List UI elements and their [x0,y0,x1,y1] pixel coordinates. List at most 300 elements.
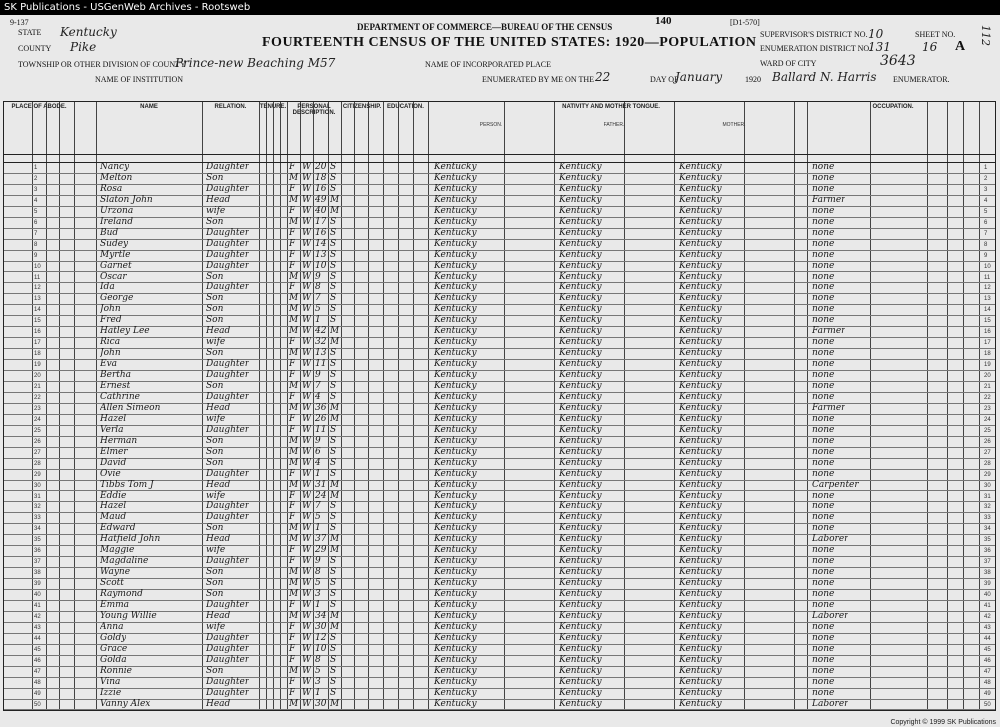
relation: Head [206,326,231,337]
sex: F [289,227,296,238]
relation: Daughter [206,501,250,512]
relation: Son [206,457,224,468]
birthplace: Kentucky [434,227,477,238]
marital-status: M [330,545,340,556]
age: 37 [315,534,327,545]
relation: Son [206,665,224,676]
race: W [302,413,312,424]
line-number-right: 1 [984,165,988,171]
marital-status: S [330,249,337,260]
line-number: 20 [34,373,41,380]
race: W [302,381,312,391]
occupation: none [812,468,835,479]
line-number: 21 [34,384,41,390]
marital-status: M [330,194,340,205]
line-number: 16 [34,329,41,336]
race: W [302,359,312,370]
table-row [4,327,995,338]
line-number: 7 [34,230,38,237]
occupation: none [812,523,835,534]
enumeration-label: ENUMERATION DISTRICT NO. [760,44,872,53]
father-birthplace: Kentucky [559,468,602,479]
window-title: SK Publications - USGenWeb Archives - Rootsweb [4,2,251,13]
mother-birthplace: Kentucky [679,282,722,293]
occupation: none [812,457,835,468]
father-birthplace: Kentucky [559,304,602,315]
occupation: none [812,654,835,665]
line-number-right: 50 [984,701,991,708]
father-birthplace: Kentucky [559,370,602,381]
mother-birthplace: Kentucky [679,402,722,413]
mother-birthplace: Kentucky [679,391,722,402]
line-number-right: 7 [984,230,988,237]
line-number: 34 [34,526,41,533]
father-birthplace: Kentucky [559,446,602,457]
age: 5 [315,665,321,676]
father-birthplace: Kentucky [559,654,602,665]
person-name: Rosa [100,183,123,194]
relation: Daughter [206,654,250,665]
occupation: none [812,315,835,326]
age: 11 [315,424,327,435]
person-name: Golda [100,654,127,665]
person-name: Edward [100,523,136,534]
occupation: Carpenter [812,479,859,490]
occupation: none [812,501,835,512]
age: 6 [315,446,321,457]
line-number-right: 16 [984,329,991,336]
table-row [4,404,995,415]
sheet-label: SHEET NO. [915,30,956,39]
age: 5 [315,304,321,315]
line-number: 33 [34,515,41,522]
age: 36 [315,402,327,413]
relation: Daughter [206,687,250,698]
line-number-right: 8 [984,241,988,248]
occupation: none [812,227,835,238]
father-birthplace: Kentucky [559,435,602,446]
birthplace: Kentucky [434,391,477,402]
mother-birthplace: Kentucky [679,183,722,194]
father-birthplace: Kentucky [559,600,602,610]
birthplace: Kentucky [434,556,477,567]
birthplace: Kentucky [434,468,477,479]
table-row [4,678,995,689]
birthplace: Kentucky [434,271,477,282]
race: W [302,183,312,194]
person-name: Ronnie [100,665,132,676]
race: W [302,227,312,238]
birthplace: Kentucky [434,402,477,413]
mother-birthplace: Kentucky [679,446,722,457]
mother-birthplace: Kentucky [679,468,722,479]
marital-status: M [330,326,340,337]
age: 17 [315,216,327,227]
table-row [4,360,995,371]
sex: F [289,370,296,381]
race: W [302,348,312,359]
relation: Daughter [206,249,250,260]
sex: F [289,676,296,687]
marital-status: S [330,172,337,183]
age: 8 [315,567,321,578]
birthplace: Kentucky [434,370,477,381]
sex: F [289,183,296,194]
race: W [302,545,312,556]
occupation: none [812,381,835,391]
table-row [4,492,995,503]
relation: Daughter [206,183,250,194]
occupation: none [812,424,835,435]
marital-status: S [330,556,337,567]
age: 1 [315,523,321,534]
marital-status: S [330,391,337,402]
father-birthplace: Kentucky [559,479,602,490]
relation: Daughter [206,600,250,610]
occupation: Farmer [812,194,846,205]
line-number-right: 12 [984,285,991,292]
person-name: Goldy [100,632,127,643]
marital-status: S [330,260,337,271]
line-number-right: 40 [984,592,991,599]
race: W [302,271,312,282]
line-number-right: 31 [984,493,991,500]
age: 7 [315,381,321,391]
mother-birthplace: Kentucky [679,260,722,271]
marital-status: S [330,446,337,457]
sex: M [289,479,299,490]
line-number-right: 9 [984,252,988,259]
line-number-right: 19 [984,362,991,369]
person-name: Raymond [100,589,143,600]
mother-birthplace: Kentucky [679,534,722,545]
group-citizenship: CITIZENSHIP. [342,104,382,110]
mother-birthplace: Kentucky [679,359,722,370]
county-value: Pike [70,40,97,54]
race: W [302,512,312,523]
marital-status: S [330,424,337,435]
age: 3 [315,676,321,687]
table-row [4,700,995,711]
father-birthplace: Kentucky [559,315,602,326]
father-birthplace: Kentucky [559,391,602,402]
state-value: Kentucky [60,25,117,39]
father-birthplace: Kentucky [559,402,602,413]
marital-status: S [330,162,337,172]
father-birthplace: Kentucky [559,490,602,501]
sex: M [289,578,299,589]
relation: Daughter [206,643,250,654]
table-row [4,283,995,294]
race: W [302,600,312,610]
institution-label: NAME OF INSTITUTION [95,75,183,84]
mother-birthplace: Kentucky [679,205,722,216]
line-number: 50 [34,701,41,708]
age: 9 [315,556,321,567]
line-number-right: 37 [984,559,991,566]
census-table [3,101,996,711]
person-name: Herman [100,435,138,446]
father-birthplace: Kentucky [559,643,602,654]
marital-status: M [330,490,340,501]
birthplace: Kentucky [434,643,477,654]
line-number-right: 43 [984,624,991,631]
sex: F [289,391,296,402]
occupation: none [812,271,835,282]
line-number: 41 [34,603,41,609]
relation: Head [206,610,231,621]
sex: M [289,172,299,183]
sex: M [289,534,299,545]
race: W [302,632,312,643]
mother-birthplace: Kentucky [679,665,722,676]
person-name: Bertha [100,370,132,381]
line-number: 25 [34,427,41,434]
mother-birthplace: Kentucky [679,457,722,468]
birthplace: Kentucky [434,501,477,512]
schedule-code: [D1-570] [730,18,760,27]
table-row [4,218,995,229]
occupation: none [812,446,835,457]
age: 11 [315,359,327,370]
race: W [302,391,312,402]
line-number: 6 [34,219,38,226]
birthplace: Kentucky [434,194,477,205]
table-row [4,196,995,207]
occupation: none [812,600,835,610]
father-birthplace: Kentucky [559,534,602,545]
line-number: 26 [34,438,41,445]
father-birthplace: Kentucky [559,249,602,260]
father-birthplace: Kentucky [559,348,602,359]
race: W [302,589,312,600]
sex: M [289,589,299,600]
relation: Son [206,172,224,183]
person-name: Magdaline [100,556,149,567]
line-number: 48 [34,679,41,686]
birthplace: Kentucky [434,687,477,698]
birthplace: Kentucky [434,621,477,632]
line-number-right: 5 [984,208,988,215]
person-name: Vina [100,676,121,687]
birthplace: Kentucky [434,172,477,183]
table-row [4,240,995,251]
group-place-of-abode: PLACE OF ABODE. [11,104,67,110]
sex: F [289,359,296,370]
mother-birthplace: Kentucky [679,523,722,534]
table-row [4,612,995,623]
relation: Son [206,589,224,600]
birthplace: Kentucky [434,304,477,315]
person-name: Maud [100,512,127,523]
race: W [302,501,312,512]
relation: Son [206,293,224,304]
mother-birthplace: Kentucky [679,424,722,435]
relation: Head [206,698,231,709]
table-row [4,513,995,524]
line-number: 13 [34,296,41,303]
relation: Son [206,578,224,589]
sex: M [289,315,299,326]
mother-birthplace: Kentucky [679,600,722,610]
line-number: 22 [34,394,41,401]
age: 26 [315,413,327,424]
incorporated-place-label: NAME OF INCORPORATED PLACE [425,60,552,69]
line-number: 47 [34,668,41,675]
mother-birthplace: Kentucky [679,271,722,282]
age: 5 [315,512,321,523]
person-name: Izzie [100,687,122,698]
person-name: Anna [100,621,124,632]
relation: wife [206,490,226,501]
mother-birthplace: Kentucky [679,315,722,326]
sex: F [289,654,296,665]
occupation: none [812,293,835,304]
enumerated-month: January [675,70,723,84]
person-name: Emma [100,600,130,610]
person-name: Scott [100,578,124,589]
line-number: 1 [34,165,38,171]
age: 30 [315,621,327,632]
table-row [4,568,995,579]
sex: F [289,413,296,424]
census-title: FOURTEENTH CENSUS OF THE UNITED STATES: 1920—POPULATION [262,35,757,50]
race: W [302,523,312,534]
township-value: Prince-new Beaching M57 [175,56,336,70]
line-number: 2 [34,175,38,182]
person-name: Ovie [100,468,121,479]
mother-birthplace: Kentucky [679,370,722,381]
age: 1 [315,687,321,698]
race: W [302,643,312,654]
age: 24 [315,490,327,501]
group-name: NAME [140,104,158,110]
relation: Son [206,216,224,227]
form-number: 9-137 [10,18,29,27]
table-row [4,371,995,382]
birthplace: Kentucky [434,183,477,194]
enumeration-value: 131 [868,40,891,54]
marital-status: S [330,370,337,381]
marital-status: S [330,348,337,359]
age: 13 [315,249,327,260]
occupation: none [812,435,835,446]
relation: Son [206,381,224,391]
race: W [302,578,312,589]
sex: F [289,468,296,479]
group-nativity: NATIVITY AND MOTHER TONGUE. [562,104,660,110]
age: 13 [315,348,327,359]
person-name: Hazel [100,413,127,424]
sex: M [289,523,299,534]
father-birthplace: Kentucky [559,589,602,600]
mother-birthplace: Kentucky [679,687,722,698]
mother-birthplace: Kentucky [679,337,722,348]
line-number-right: 26 [984,438,991,445]
line-number-right: 2 [984,175,988,182]
age: 32 [315,337,327,348]
occupation: none [812,249,835,260]
person-name: Elmer [100,446,128,457]
line-number-right: 44 [984,635,991,642]
group-occupation: OCCUPATION. [872,104,914,110]
father-birthplace: Kentucky [559,676,602,687]
sheet-side: A [955,39,966,54]
marital-status: S [330,512,337,523]
birthplace: Kentucky [434,545,477,556]
table-row [4,645,995,656]
person-name: Ernest [100,381,131,391]
father-birthplace: Kentucky [559,556,602,567]
relation: Daughter [206,260,250,271]
table-row [4,634,995,645]
table-row [4,273,995,284]
father-birthplace: Kentucky [559,523,602,534]
marital-status: S [330,293,337,304]
birthplace: Kentucky [434,665,477,676]
mother-birthplace: Kentucky [679,162,722,172]
father-birthplace: Kentucky [559,227,602,238]
race: W [302,172,312,183]
marital-status: S [330,282,337,293]
mother-birthplace: Kentucky [679,238,722,249]
line-number-right: 4 [984,197,988,204]
group-tenure: TENURE. [259,104,287,110]
line-number: 35 [34,537,41,544]
person-name: Maggie [100,545,135,556]
supervisor-value: 10 [868,27,884,41]
window-title-bar [0,0,1000,15]
race: W [302,293,312,304]
ward-label: WARD OF CITY [760,59,817,68]
mother-birthplace: Kentucky [679,589,722,600]
person-name: Hatley Lee [100,326,150,337]
marital-status: M [330,534,340,545]
age: 7 [315,501,321,512]
father-birthplace: Kentucky [559,260,602,271]
occupation: none [812,172,835,183]
county-label: COUNTY [18,44,52,53]
race: W [302,698,312,709]
sex: M [289,610,299,621]
occupation: none [812,589,835,600]
occupation: none [812,260,835,271]
race: W [302,337,312,348]
relation: Daughter [206,632,250,643]
line-number-right: 10 [984,263,991,270]
sex: F [289,238,296,249]
birthplace: Kentucky [434,523,477,534]
line-number: 45 [34,646,41,653]
line-number: 4 [34,197,38,204]
relation: Daughter [206,282,250,293]
mother-birthplace: Kentucky [679,676,722,687]
occupation: none [812,621,835,632]
sex: M [289,216,299,227]
mother-birthplace: Kentucky [679,578,722,589]
occupation: none [812,567,835,578]
race: W [302,162,312,172]
relation: Son [206,304,224,315]
person-name: Allen Simeon [100,402,161,413]
father-birthplace: Kentucky [559,413,602,424]
age: 31 [315,479,327,490]
line-number: 8 [34,241,38,248]
birthplace: Kentucky [434,413,477,424]
sex: M [289,304,299,315]
race: W [302,205,312,216]
table-row [4,415,995,426]
